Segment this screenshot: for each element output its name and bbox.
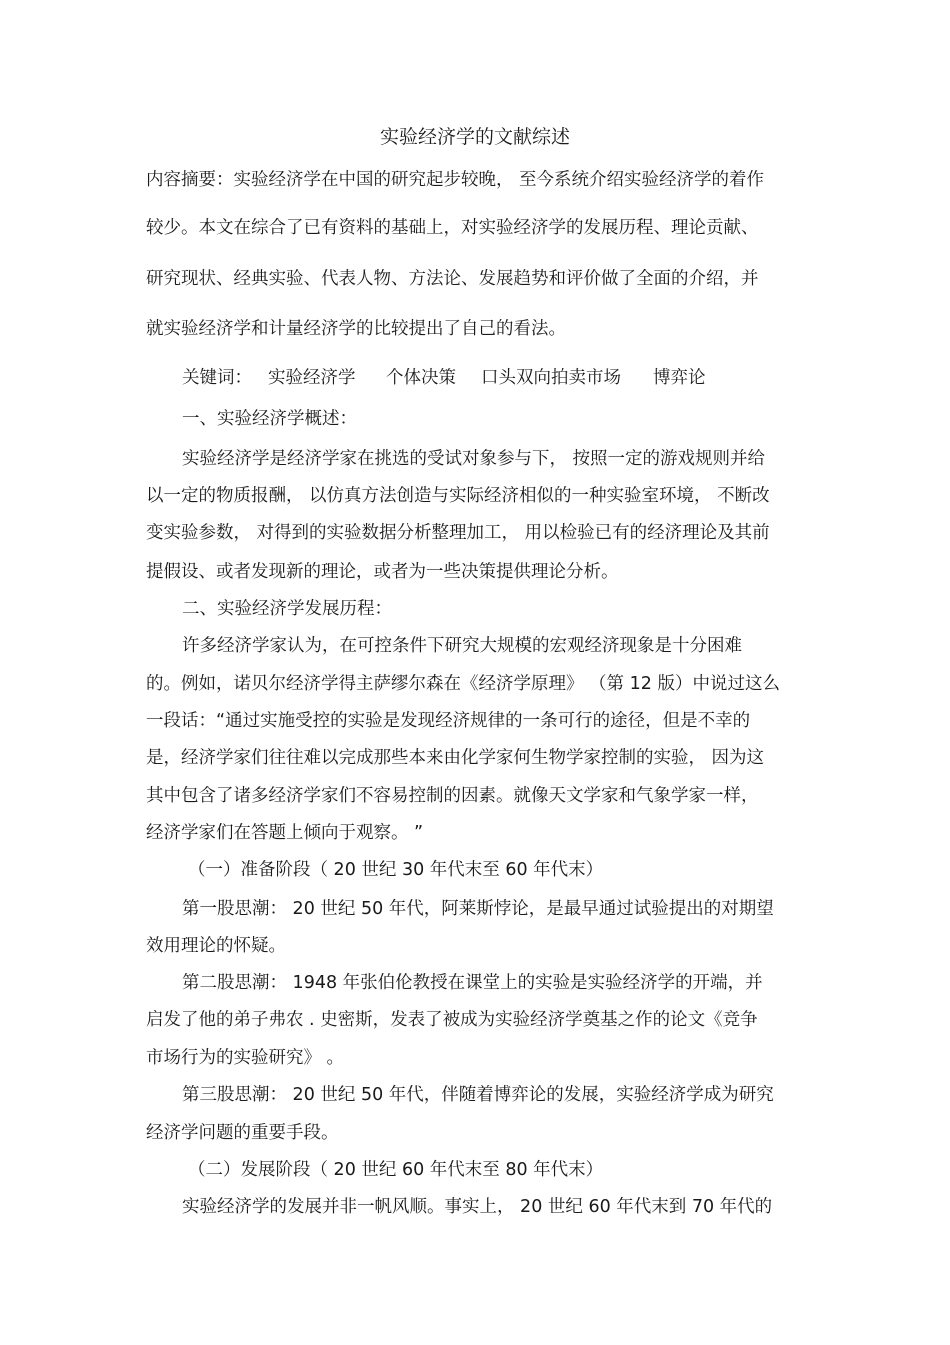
paragraph-line: 市场行为的实验研究》 。	[146, 1048, 345, 1068]
paragraph-line: 的。例如，诺贝尔经济学得主萨缪尔森在《经济学原理》 （第 12 版）中说过这么	[146, 674, 780, 694]
keyword-item: 口头双向拍卖市场	[481, 368, 621, 388]
section-heading: 二、实验经济学发展历程：	[182, 599, 392, 619]
paragraph-line: 变实验参数， 对得到的实验数据分析整理加工， 用以检验已有的经济理论及其前	[146, 523, 770, 543]
paragraph-line: 经济学家们在答题上倾向于观察。 ”	[146, 823, 424, 843]
paragraph-line: 效用理论的怀疑。	[146, 936, 286, 956]
abstract-line: 较少。本文在综合了已有资料的基础上，对实验经济学的发展历程、理论贡献、	[146, 218, 759, 238]
paragraph-line: 第三股思潮： 20 世纪 50 年代，伴随着博弈论的发展，实验经济学成为研究	[182, 1085, 774, 1105]
paragraph-line: 以一定的物质报酬， 以仿真方法创造与实际经济相似的一种实验室环境， 不断改	[146, 486, 770, 506]
subsection-heading: （一）准备阶段（ 20 世纪 30 年代末至 60 年代末）	[188, 860, 604, 880]
subsection-heading: （二）发展阶段（ 20 世纪 60 年代末至 80 年代末）	[188, 1160, 604, 1180]
keyword-item: 博弈论	[653, 368, 706, 388]
paragraph-line: 启发了他的弟子弗农 . 史密斯，发表了被成为实验经济学奠基之作的论文《竞争	[146, 1010, 758, 1030]
paragraph-line: 实验经济学的发展并非一帆风顺。事实上， 20 世纪 60 年代末到 70 年代的	[182, 1197, 773, 1217]
section-heading: 一、实验经济学概述：	[182, 409, 357, 429]
paragraph-line: 是，经济学家们往往难以完成那些本来由化学家何生物学家控制的实验， 因为这	[146, 748, 765, 768]
keywords-label: 关键词：	[182, 368, 252, 388]
document-title: 实验经济学的文献综述	[379, 126, 570, 148]
abstract-line: 就实验经济学和计量经济学的比较提出了自己的看法。	[146, 319, 566, 339]
keyword-item: 实验经济学	[268, 368, 356, 388]
paragraph-line: 提假设、或者发现新的理论，或者为一些决策提供理论分析。	[146, 562, 619, 582]
paragraph-line: 第一股思潮： 20 世纪 50 年代，阿莱斯悖论，是最早通过试验提出的对期望	[182, 899, 774, 919]
paragraph-line: 其中包含了诸多经济学家们不容易控制的因素。就像天文学家和气象学家一样，	[146, 786, 759, 806]
abstract-line: 内容摘要：实验经济学在中国的研究起步较晚， 至今系统介绍实验经济学的着作	[146, 170, 765, 190]
paragraph-line: 经济学问题的重要手段。	[146, 1123, 339, 1143]
paragraph-line: 第二股思潮： 1948 年张伯伦教授在课堂上的实验是实验经济学的开端，并	[182, 973, 763, 993]
keyword-item: 个体决策	[386, 368, 456, 388]
paragraph-line: 实验经济学是经济学家在挑选的受试对象参与下， 按照一定的游戏规则并给	[182, 449, 766, 469]
paragraph-line: 许多经济学家认为，在可控条件下研究大规模的宏观经济现象是十分困难	[182, 636, 742, 656]
paragraph-line: 一段话：“通过实施受控的实验是发现经济规律的一条可行的途径，但是不幸的	[146, 711, 751, 731]
abstract-line: 研究现状、经典实验、代表人物、方法论、发展趋势和评价做了全面的介绍，并	[146, 269, 759, 289]
